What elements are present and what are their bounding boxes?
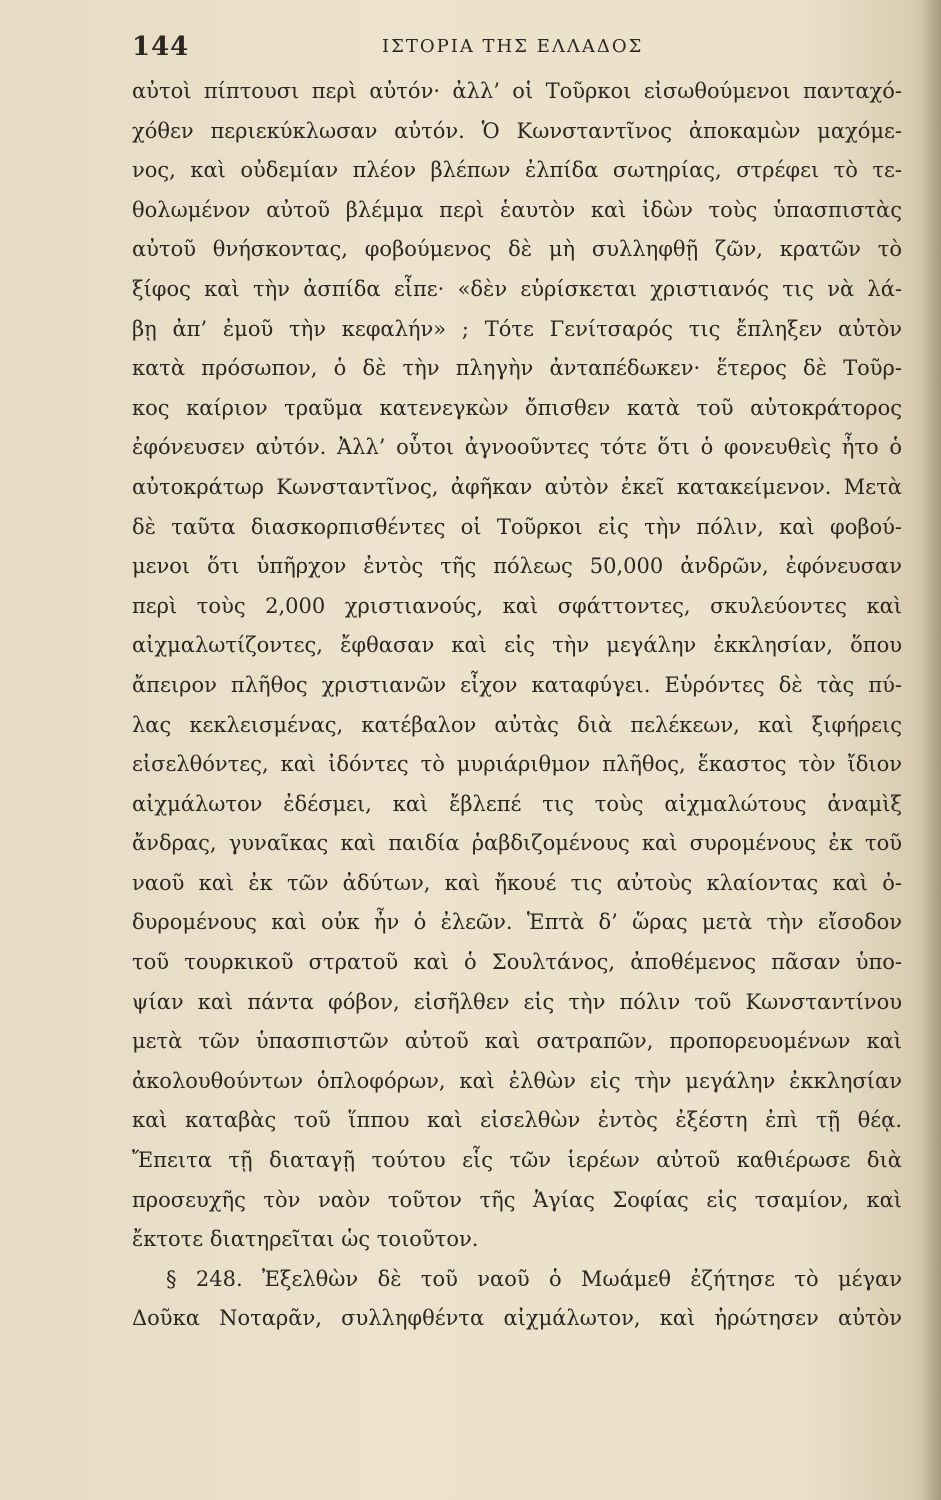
text-line: ἄνδρας, γυναῖκας καὶ παιδία ῥαβδιζομένους καὶ συρομένους ἐκ τοῦ bbox=[132, 831, 902, 856]
page-edge-shadow bbox=[923, 0, 941, 1500]
text-line: ἄπειρον πλῆθος χριστιανῶν εἶχον καταφύγει. Εὑρόντες δὲ τὰς πύ- bbox=[132, 672, 902, 697]
text-line: δὲ ταῦτα διασκορπισθέντες οἱ Τοῦρκοι εἰς τὴν πόλιν, καὶ φοβού- bbox=[132, 514, 902, 539]
text-line: θολωμένον αὐτοῦ βλέμμα περὶ ἑαυτὸν καὶ ἰδὼν τοὺς ὑπασπιστὰς bbox=[132, 197, 902, 222]
text-line: βῃ ἀπ’ ἐμοῦ τὴν κεφαλήν» ; Τότε Γενίτσαρός τις ἔπληξεν αὐτὸν bbox=[132, 316, 902, 341]
text-line: μετὰ τῶν ὑπασπιστῶν αὐτοῦ καὶ σατραπῶν, προπορευομένων καὶ bbox=[132, 1029, 902, 1054]
text-line: μενοι ὅτι ὑπῆρχον ἐντὸς τῆς πόλεως 50,000 ἀνδρῶν, ἐφόνευσαν bbox=[132, 554, 902, 579]
text-line: προσευχῆς τὸν ναὸν τοῦτον τῆς Ἁγίας Σοφίας εἰς τσαμίον, καὶ bbox=[132, 1187, 902, 1212]
text-line: εἰσελθόντες, καὶ ἰδόντες τὸ μυριάριθμον πλῆθος, ἕκαστος τὸν ἴδιον bbox=[132, 752, 902, 777]
text-line: Δοῦκα Νοταρᾶν, συλληφθέντα αἰχμάλωτον, καὶ ἠρώτησεν αὐτὸν bbox=[132, 1306, 902, 1331]
section-248-start: § 248. Ἐξελθὼν δὲ τοῦ ναοῦ ὁ Μωάμεθ ἐζήτησε τὸ μέγαν bbox=[166, 1266, 902, 1291]
page-header bbox=[132, 28, 902, 68]
text-line: αἰχμάλωτον ἐδέσμει, καὶ ἔβλεπέ τις τοὺς αἰχμαλώτους ἀναμὶξ bbox=[132, 791, 902, 816]
text-line: δυρομένους καὶ οὐκ ἦν ὁ ἐλεῶν. Ἑπτὰ δ’ ὥρας μετὰ τὴν εἴσοδον bbox=[132, 910, 902, 935]
text-line: ναοῦ καὶ ἐκ τῶν ἀδύτων, καὶ ἤκουέ τις αὐτοὺς κλαίοντας καὶ ὀ- bbox=[132, 870, 902, 895]
running-title: ΙΣΤΟΡΙΑ ΤΗΣ ΕΛΛΑΔΟΣ bbox=[382, 36, 644, 57]
text-line: ἐφόνευσεν αὐτόν. Ἀλλ’ οὗτοι ἀγνοοῦντες τότε ὅτι ὁ φονευθεὶς ἦτο ὁ bbox=[132, 435, 902, 460]
text-line: ἔκτοτε διατηρεῖται ὡς τοιοῦτον. bbox=[132, 1227, 479, 1252]
text-line: περὶ τοὺς 2,000 χριστιανούς, καὶ σφάττοντες, σκυλεύοντες καὶ bbox=[132, 593, 902, 618]
text-line: καὶ καταβὰς τοῦ ἵππου καὶ εἰσελθὼν ἐντὸς ἐξέστη ἐπὶ τῇ θέᾳ. bbox=[132, 1108, 902, 1133]
page-number: 144 bbox=[132, 32, 190, 62]
text-line: λας κεκλεισμένας, κατέβαλον αὐτὰς διὰ πελέκεων, καὶ ξιφήρεις bbox=[132, 712, 902, 737]
text-line: αἰχμαλωτίζοντες, ἔφθασαν καὶ εἰς τὴν μεγάλην ἐκκλησίαν, ὅπου bbox=[132, 633, 902, 658]
text-line: ἀκολουθούντων ὁπλοφόρων, καὶ ἐλθὼν εἰς τὴν μεγάλην ἐκκλησίαν bbox=[132, 1068, 902, 1093]
body-text bbox=[132, 72, 902, 1339]
text-line: κος καίριον τραῦμα κατενεγκὼν ὄπισθεν κατὰ τοῦ αὐτοκράτορος bbox=[132, 395, 902, 420]
text-line: νος, καὶ οὐδεμίαν πλέον βλέπων ἐλπίδα σωτηρίας, στρέφει τὸ τε- bbox=[132, 158, 902, 183]
text-line: τοῦ τουρκικοῦ στρατοῦ καὶ ὁ Σουλτάνος, ἀποθέμενος πᾶσαν ὑπο- bbox=[132, 950, 902, 975]
text-line: χόθεν περιεκύκλωσαν αὐτόν. Ὁ Κωνσταντῖνος ἀποκαμὼν μαχόμε- bbox=[132, 118, 902, 143]
text-line: Ἔπειτα τῇ διαταγῇ τούτου εἷς τῶν ἱερέων αὐτοῦ καθιέρωσε διὰ bbox=[132, 1148, 902, 1173]
text-line: ψίαν καὶ πάντα φόβον, εἰσῆλθεν εἰς τὴν πόλιν τοῦ Κωνσταντίνου bbox=[132, 989, 902, 1014]
text-line: αὐτοὶ πίπτουσι περὶ αὐτόν· ἀλλ’ οἱ Τοῦρκοι εἰσωθούμενοι πανταχό- bbox=[132, 79, 902, 103]
text-line: κατὰ πρόσωπον, ὁ δὲ τὴν πληγὴν ἀνταπέδωκεν· ἕτερος δὲ Τοῦρ- bbox=[132, 356, 902, 381]
text-line: αὐτοῦ θνήσκοντας, φοβούμενος δὲ μὴ συλληφθῇ ζῶν, κρατῶν τὸ bbox=[132, 237, 902, 262]
text-line: ξίφος καὶ τὴν ἀσπίδα εἶπε· «δὲν εὑρίσκεται χριστιανός τις νὰ λά- bbox=[132, 276, 902, 301]
text-line: αὐτοκράτωρ Κωνσταντῖνος, ἀφῆκαν αὐτὸν ἐκεῖ κατακείμενον. Μετὰ bbox=[132, 474, 902, 499]
